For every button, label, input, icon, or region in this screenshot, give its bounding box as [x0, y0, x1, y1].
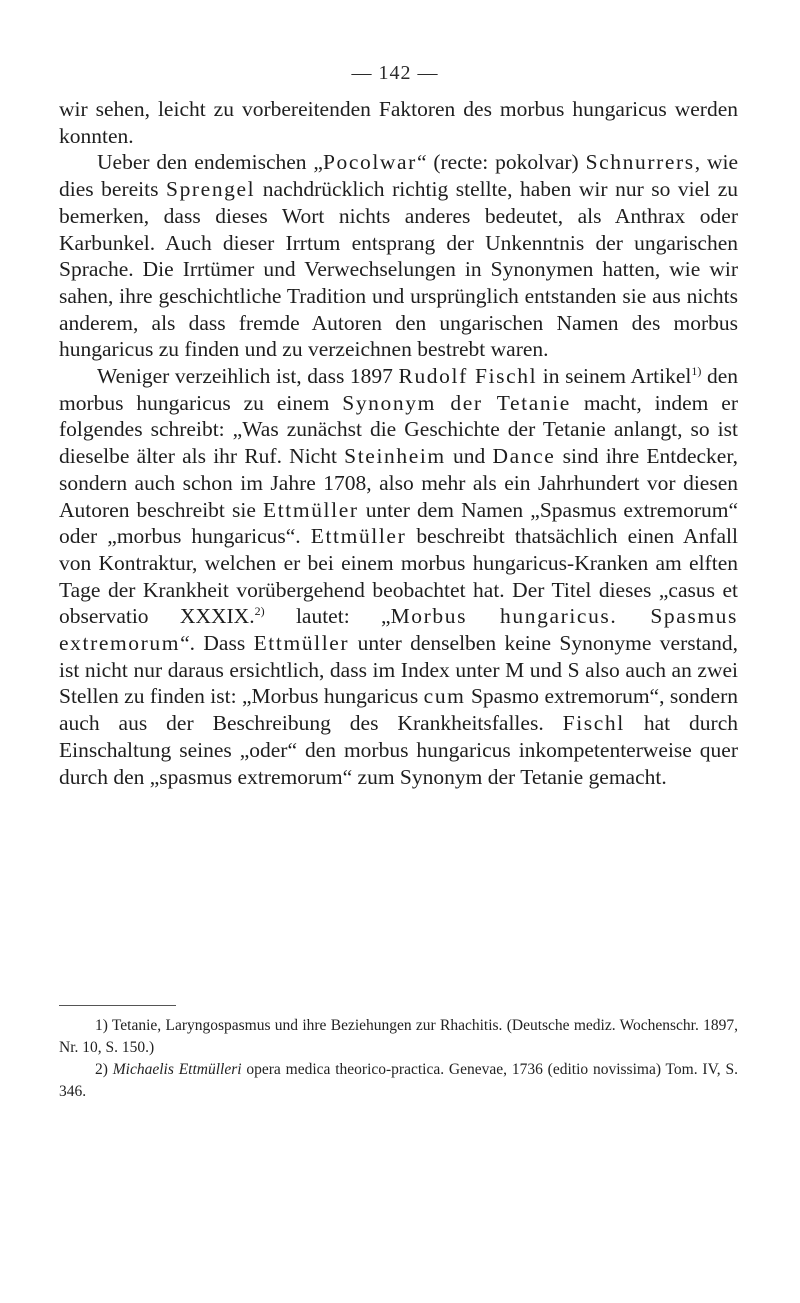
name-schnurrer: Schnurrers — [585, 150, 695, 175]
quoted-title: Morbus hungaricus. Spasmus extremorum — [59, 604, 738, 656]
word-cum: cum — [423, 684, 466, 709]
footnote-author: Michaelis Ettmülleri — [112, 1061, 242, 1078]
footnote-1: 1) Tetanie, Laryngospasmus und ihre Beziehungen zur Rhachitis. (Deutsche mediz. Wochenschr. 1897, Nr. 10, S. 150.) — [59, 1017, 738, 1056]
body-text — [59, 96, 738, 790]
footnotes — [59, 1015, 738, 1103]
name-steinheim: Steinheim — [344, 444, 446, 469]
word-tetanie: Tetanie — [520, 764, 584, 789]
footnote-ref-2: 2) — [254, 604, 265, 619]
paragraph-1: wir sehen, leicht zu vorbereitenden Faktoren des morbus hungaricus werden konnten. — [59, 97, 738, 148]
paragraph-3: Weniger verzeihlich ist, dass 1897 Rudolf Fischl in seinem Artikel$^{1)}$ den morbus hungaricus zu einem Synonym der Tetanie macht, indem er folgendes schreibt: „Was zunächst die Geschichte der Tetanie anlangt, so ist dieselbe älter als ihr Ruf. Nicht Steinheim und Dance sind ihre Entdecker, sondern auch schon im Jahre 1708, also mehr als ein Jahrhundert vor diesen Autoren beschreibt sie Ettmüller unter dem Namen „Spasmus extremorum“ oder „morbus hungaricus“. Ettmüller beschreibt thatsächlich einen Anfall von Kontraktur, welchen er bei einem morbus hungaricus-Kranken am elften Tage der Krankheit vorübergehend beobachtet hat. Der Titel dieses „casus et observatio XXXIX.$^{2)}$ lautet: „Morbus hungaricus. Spasmus extremorum“. Dass Ettmüller unter denselben keine Synonyme verstand, ist nicht nur daraus ersichtlich, dass im Index unter M und S also auch an zwei Stellen zu finden ist: „Morbus hungaricus cum Spasmo extremorum“, sondern auch aus der Beschreibung des Krankheitsfalles. Fischl hat durch Einschaltung seines „oder“ den morbus hungaricus inkompetenterweise quer durch den „spasmus extremorum“ zum Synonym der Tetanie gemacht. — [59, 363, 739, 789]
name-ettmueller: Ettmüller — [263, 497, 359, 522]
page-number: — 142 — — [351, 62, 439, 84]
name-sprengel: Sprengel — [166, 177, 256, 202]
paragraph-2: Ueber den endemischen „Pocolwar“ (recte: pokolvar) Schnurrers, wie dies bereits Sprengel nachdrücklich richtig stellte, haben wir nur so viel zu bemerken, dass dieses Wort nichts anderes bedeutet, als Anthrax oder Karbunkel. Auch dieser Irrtum entsprang der Unkenntnis der ungarischen Sprache. Die Irrtümer und Verwechselungen in Synonymen hatten, wie wir sahen, ihre geschichtliche Tradition und ursprünglich entstanden sie aus nichts anderem, als dass fremde Autoren den ungarischen Namen des morbus hungaricus zu finden und zu verzeichnen bestrebt waren. — [59, 150, 739, 362]
phrase-spasmus-extremorum: spasmus extremorum — [159, 764, 343, 789]
footnote-2: 2) Michaelis Ettmülleri opera medica theorico-practica. Genevae, 1736 (editio novissima) Tom. IV, S. 346. — [59, 1061, 738, 1100]
name-ettmueller: Ettmüller — [310, 524, 407, 549]
name-dance: Dance — [492, 444, 556, 469]
name-rudolf-fischl: Rudolf Fischl — [398, 364, 538, 389]
name-pocolwar: Pocolwar — [322, 150, 417, 175]
name-fischl: Fischl — [562, 711, 625, 736]
name-ettmueller: Ettmüller — [253, 631, 350, 656]
footnote-separator — [59, 1005, 176, 1006]
footnote-ref-1: 1) — [691, 363, 702, 378]
phrase-synonym-tetanie: Synonym der Tetanie — [342, 390, 571, 415]
